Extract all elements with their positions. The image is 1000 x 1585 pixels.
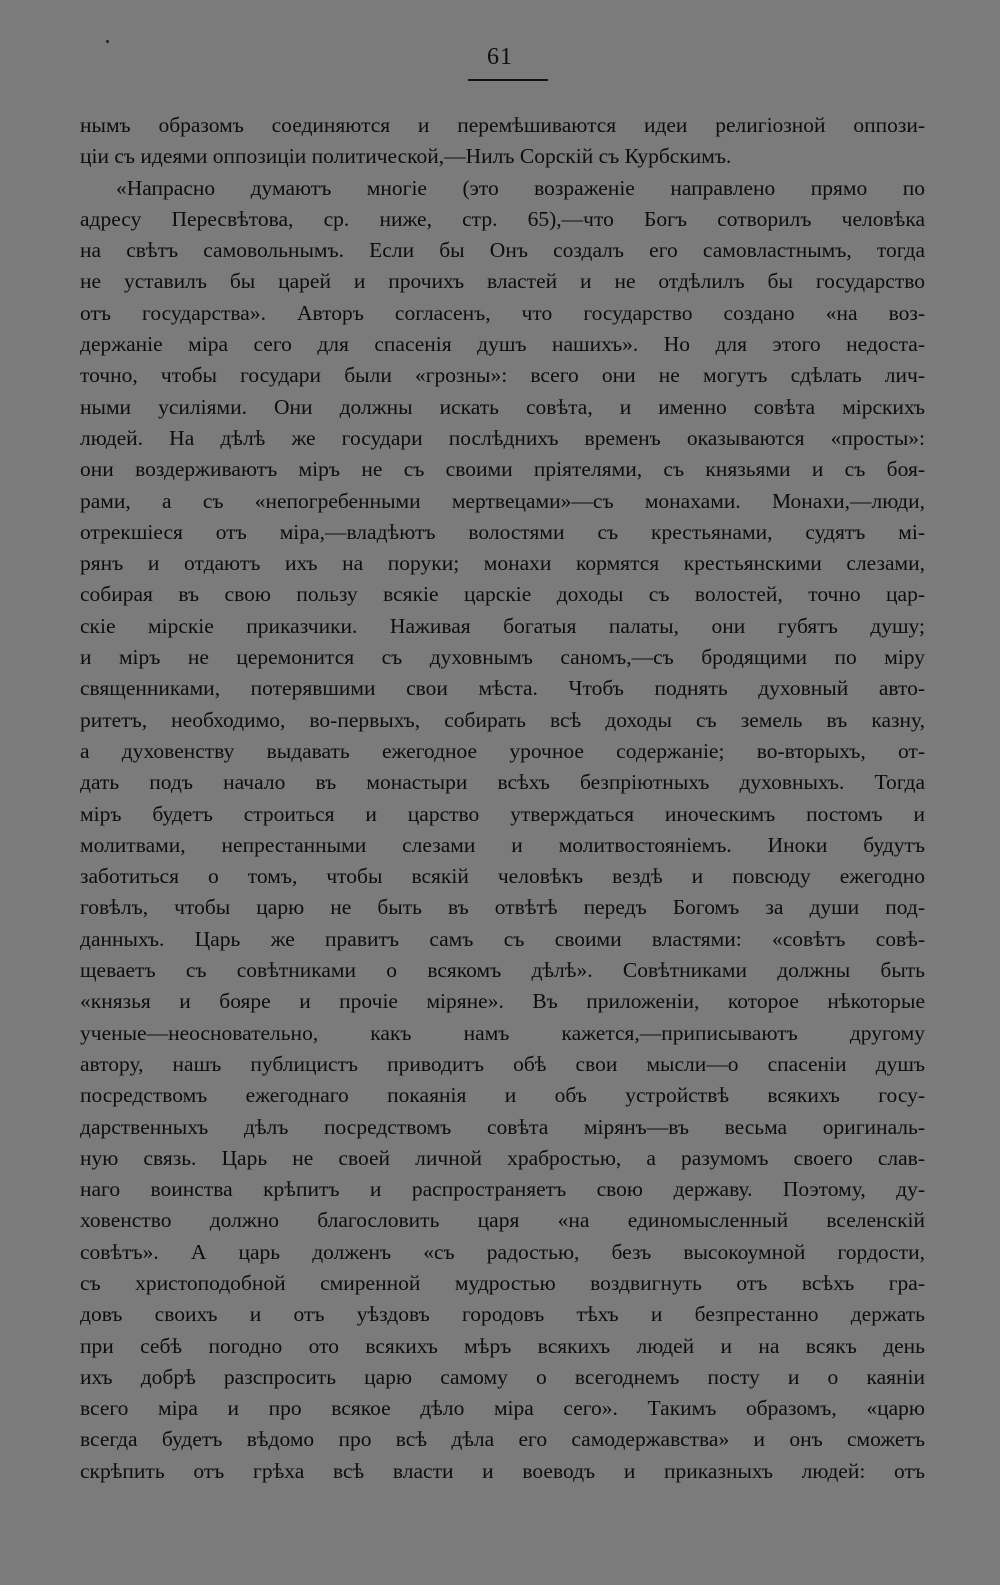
text-line: точно, чтобы государи были «грозны»: всего они не могутъ сдѣлать лич- xyxy=(80,363,925,388)
header-rule xyxy=(468,79,548,81)
text-line: щеваетъ съ совѣтниками о всякомъ дѣлѣ». Совѣтниками должны быть xyxy=(80,958,925,983)
text-line: міръ будетъ строиться и царство утверждаться иноческимъ постомъ и xyxy=(80,801,925,826)
text-line: дарственныхъ дѣлъ посредствомъ совѣта мірянъ—въ весьма оригиналь- xyxy=(80,1114,925,1139)
text-line: съ христоподобной смиренной мудростью воздвигнуть отъ всѣхъ гра- xyxy=(80,1270,925,1295)
text-line: ритетъ, необходимо, во-первыхъ, собирать всѣ доходы съ земель въ казну, xyxy=(80,707,925,732)
text-line: ховенство должно благословить царя «на единомысленный вселенскій xyxy=(80,1208,925,1233)
text-line: данныхъ. Царь же правитъ самъ съ своими властями: «совѣтъ совѣ- xyxy=(80,926,925,951)
text-line: молитвами, непрестанными слезами и молитвостояніемъ. Иноки будутъ xyxy=(80,832,925,857)
text-line: всегда будетъ вѣдомо про всѣ дѣла его самодержавства» и онъ сможетъ xyxy=(80,1427,925,1452)
text-line: посредствомъ ежегоднаго покаянія и объ устройствѣ всякихъ госу- xyxy=(80,1083,925,1108)
text-line: ную связь. Царь не своей личной храбростью, а разумомъ своего слав- xyxy=(80,1145,925,1170)
text-line: заботиться о томъ, чтобы всякій человѣкъ вездѣ и повсюду ежегодно xyxy=(80,864,925,889)
text-line: ученые—неосновательно, какъ намъ кажется,—приписываютъ другому xyxy=(80,1020,925,1045)
text-line: скіе мірскіе приказчики. Наживая богатыя палаты, они губятъ душу; xyxy=(80,613,925,638)
text-line: ными усиліями. Они должны искать совѣта, и именно совѣта мірскихъ xyxy=(80,394,925,419)
text-line: священниками, потерявшими свои мѣста. Чтобъ поднять духовный авто- xyxy=(80,676,925,701)
text-line: всего міра и про всякое дѣло міра сего». Такимъ образомъ, «царю xyxy=(80,1396,925,1421)
text-line: не уставилъ бы царей и прочихъ властей и не отдѣлилъ бы государство xyxy=(80,269,925,294)
text-line: говѣлъ, чтобы царю не быть въ отвѣтѣ передъ Богомъ за души под- xyxy=(80,895,925,920)
page-speck xyxy=(106,40,109,43)
text-line: при себѣ погодно ото всякихъ мѣръ всякихъ людей и на всякъ день xyxy=(80,1333,925,1358)
text-line: и міръ не церемонится съ духовнымъ саномъ,—съ бродящими по міру xyxy=(80,645,925,670)
text-line: рянъ и отдаютъ ихъ на поруки; монахи кормятся крестьянскими слезами, xyxy=(80,551,925,576)
page-number: 61 xyxy=(487,44,513,70)
text-line: «князья и бояре и прочіе міряне». Въ приложеніи, которое нѣкоторые xyxy=(80,989,925,1014)
text-line: нымъ образомъ соединяются и перемѣшиваются идеи религіозной оппози- xyxy=(80,113,925,137)
text-line: рами, а съ «непогребенными мертвецами»—съ монахами. Монахи,—люди, xyxy=(80,488,925,513)
text-line: держаніе міра сего для спасенія душъ нашихъ». Но для этого недоста- xyxy=(80,332,925,357)
text-line: людей. На дѣлѣ же государи послѣднихъ временъ оказываются «просты»: xyxy=(80,425,925,450)
text-line: совѣтъ». А царь долженъ «съ радостью, безъ высокоумной гордости, xyxy=(80,1239,925,1264)
body-text xyxy=(80,110,925,1487)
text-line: адресу Пересвѣтова, ср. ниже, стр. 65),—что Богъ сотворилъ человѣка xyxy=(80,206,925,231)
text-line: собирая въ свою пользу всякіе царскіе доходы съ волостей, точно цар- xyxy=(80,582,925,607)
text-line: отъ государства». Авторъ согласенъ, что государство создано «на воз- xyxy=(80,300,925,325)
text-line: автору, нашъ публицистъ приводитъ обѣ свои мысли—о спасеніи душъ xyxy=(80,1051,925,1076)
text-line: наго воинства крѣпитъ и распространяетъ свою державу. Поэтому, ду- xyxy=(80,1177,925,1202)
text-line: ціи съ идеями оппозиціи политической,—Нилъ Сорскій съ Курбскимъ. xyxy=(80,144,732,169)
text-line: дать подъ начало въ монастыри всѣхъ безпріютныхъ духовныхъ. Тогда xyxy=(80,770,925,795)
text-line: «Напрасно думаютъ многіе (это возраженіе направлено прямо по xyxy=(116,175,925,200)
text-line: на свѣтъ самовольнымъ. Если бы Онъ создалъ его самовластнымъ, тогда xyxy=(80,238,925,263)
text-line: ихъ добрѣ разспросить царю самому о всегоднемъ посту и о каяніи xyxy=(80,1364,925,1389)
text-line: довъ своихъ и отъ уѣздовъ городовъ тѣхъ и безпрестанно держать xyxy=(80,1302,925,1327)
text-line: скрѣпить отъ грѣха всѣ власти и воеводъ и приказныхъ людей: отъ xyxy=(80,1458,925,1483)
text-line: они воздерживаютъ міръ не съ своими пріятелями, съ князьями и съ боя- xyxy=(80,457,925,482)
text-line: отрекшіеся отъ міра,—владѣютъ волостями съ крестьянами, судятъ мі- xyxy=(80,519,925,544)
text-line: а духовенству выдавать ежегодное урочное содержаніе; во-вторыхъ, от- xyxy=(80,738,925,763)
